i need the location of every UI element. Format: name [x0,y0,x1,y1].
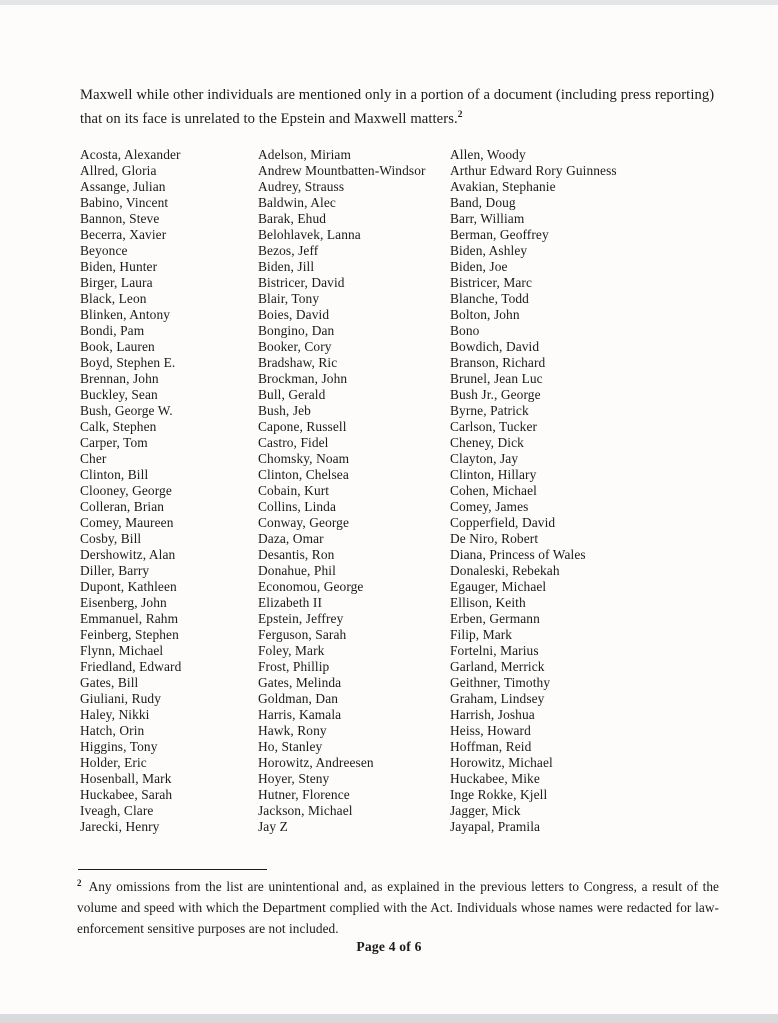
name-entry: Cobain, Kurt [258,483,330,498]
name-entry: Brunel, Jean Luc [450,371,543,386]
name-entry: Hawk, Rony [258,723,327,738]
name-entry: Geithner, Timothy [450,675,551,690]
name-entry: Brennan, John [80,371,159,386]
name-entry: Jackson, Michael [258,803,353,818]
name-entry: Comey, James [450,499,529,514]
name-entry: Inge Rokke, Kjell [450,787,548,802]
name-entry: Jay Z [258,819,288,834]
name-entry: Black, Leon [80,291,147,306]
name-entry: Frost, Phillip [258,659,330,674]
name-entry: Heiss, Howard [450,723,531,738]
intro-text: Maxwell while other individuals are mentioned only in a portion of a document (including press reporting) that on its face is unrelated to the Epstein and Maxwell matters. [80,87,715,127]
name-entry: Beyonce [80,243,128,258]
name-entry: Bradshaw, Ric [258,355,338,370]
name-entry: Hoffman, Reid [450,739,532,754]
name-entry: Dershowitz, Alan [80,547,176,562]
footnote-separator [78,869,267,870]
name-entry: Barr, William [450,211,525,226]
name-entry: Byrne, Patrick [450,403,529,418]
name-entry: Acosta, Alexander [80,147,181,162]
name-entry: Jagger, Mick [450,803,521,818]
name-entry: Assange, Julian [80,179,166,194]
name-entry: Hutner, Florence [258,787,350,802]
name-entry: Economou, George [258,579,364,594]
name-entry: Brockman, John [258,371,348,386]
name-entry: Ho, Stanley [258,739,323,754]
name-entry: Clayton, Jay [450,451,519,466]
name-entry: Berman, Geoffrey [450,227,549,242]
name-entry: Bolton, John [450,307,520,322]
name-entry: Fortelni, Marius [450,643,539,658]
name-entry: Biden, Ashley [450,243,528,258]
name-entry: Cher [80,451,107,466]
name-entry: Goldman, Dan [258,691,339,706]
name-entry: Biden, Jill [258,259,315,274]
name-entry: Clinton, Hillary [450,467,537,482]
name-entry: Epstein, Jeffrey [258,611,344,626]
name-entry: Ferguson, Sarah [258,627,347,642]
name-entry: Clinton, Bill [80,467,149,482]
name-entry: Bush Jr., George [450,387,541,402]
name-entry: Andrew Mountbatten-Windsor [258,163,426,178]
name-entry: Copperfield, David [450,515,556,530]
name-entry: Graham, Lindsey [450,691,545,706]
footnote-marker: 2 [77,877,82,888]
name-entry: Bull, Gerald [258,387,326,402]
name-entry: Filip, Mark [450,627,513,642]
name-entry: Bush, George W. [80,403,173,418]
name-entry: Biden, Hunter [80,259,158,274]
name-entry: Boies, David [258,307,330,322]
name-entry: Gates, Melinda [258,675,342,690]
name-column-2 [258,147,450,835]
name-entry: Ellison, Keith [450,595,526,610]
name-entry: Giuliani, Rudy [80,691,161,706]
name-entry: Allen, Woody [450,147,526,162]
name-entry: Blinken, Antony [80,307,171,322]
name-entry: Donaleski, Rebekah [450,563,560,578]
name-entry: Elizabeth II [258,595,323,610]
name-entry: Bowdich, David [450,339,540,354]
name-entry: Book, Lauren [80,339,155,354]
name-entry: Audrey, Strauss [258,179,345,194]
name-entry: Bistricer, Marc [450,275,533,290]
name-entry: Calk, Stephen [80,419,157,434]
name-entry: Blair, Tony [258,291,320,306]
name-entry: Bistricer, David [258,275,345,290]
name-entry: Carper, Tom [80,435,148,450]
page-number: Page 4 of 6 [356,939,422,954]
name-entry: Cohen, Michael [450,483,537,498]
name-entry: Desantis, Ron [258,547,335,562]
name-entry: Holder, Eric [80,755,147,770]
name-entry: Allred, Gloria [80,163,157,178]
name-entry: Huckabee, Sarah [80,787,173,802]
name-entry: Baldwin, Alec [258,195,336,210]
name-entry: Hoyer, Steny [258,771,330,786]
name-entry: Comey, Maureen [80,515,174,530]
footnote-text: Any omissions from the list are unintentional and, as explained in the previous letters to Congress, a result of the volume and speed with which the Department complied with the Act. Individuals whose names were redacted for law-enforcement sensitive purposes are not included. [77,879,719,936]
name-entry: Egauger, Michael [450,579,547,594]
name-entry: Avakian, Stephanie [450,179,556,194]
name-entry: Cosby, Bill [80,531,142,546]
name-entry: Barak, Ehud [258,211,327,226]
name-entry: De Niro, Robert [450,531,539,546]
name-entry: Gates, Bill [80,675,139,690]
name-entry: Hosenball, Mark [80,771,172,786]
name-entry: Bezos, Jeff [258,243,319,258]
name-entry: Erben, Germann [450,611,540,626]
name-entry: Branson, Richard [450,355,546,370]
name-entry: Belohlavek, Lanna [258,227,361,242]
name-entry: Diana, Princess of Wales [450,547,586,562]
name-entry: Bono [450,323,480,338]
name-entry: Cheney, Dick [450,435,524,450]
name-entry: Haley, Nikki [80,707,150,722]
name-entry: Harrish, Joshua [450,707,535,722]
name-entry: Babino, Vincent [80,195,169,210]
name-entry: Biden, Joe [450,259,508,274]
name-entry: Chomsky, Noam [258,451,350,466]
name-entry: Horowitz, Michael [450,755,553,770]
name-entry: Iveagh, Clare [80,803,154,818]
intro-footnote-marker: 2 [457,109,463,120]
name-entry: Diller, Barry [80,563,150,578]
name-entry: Horowitz, Andreesen [258,755,374,770]
intro-paragraph [80,84,730,131]
name-entry: Eisenberg, John [80,595,167,610]
name-entry: Boyd, Stephen E. [80,355,176,370]
name-entry: Harris, Kamala [258,707,342,722]
name-column-3 [450,147,690,835]
name-entry: Clooney, George [80,483,172,498]
name-entry: Bongino, Dan [258,323,335,338]
name-entry: Donahue, Phil [258,563,336,578]
name-entry: Friedland, Edward [80,659,182,674]
name-entry: Jarecki, Henry [80,819,160,834]
name-entry: Becerra, Xavier [80,227,167,242]
name-entry: Arthur Edward Rory Guinness [450,163,617,178]
footnote [77,877,719,940]
name-list-columns [80,147,690,835]
name-entry: Dupont, Kathleen [80,579,177,594]
name-column-1 [80,147,258,835]
name-entry: Booker, Cory [258,339,332,354]
name-entry: Capone, Russell [258,419,347,434]
name-entry: Feinberg, Stephen [80,627,179,642]
name-entry: Foley, Mark [258,643,325,658]
scan-edge-bottom [0,1014,778,1023]
name-entry: Clinton, Chelsea [258,467,349,482]
name-entry: Higgins, Tony [80,739,158,754]
name-entry: Buckley, Sean [80,387,158,402]
name-entry: Bannon, Steve [80,211,160,226]
name-entry: Jayapal, Pramila [450,819,541,834]
name-entry: Bush, Jeb [258,403,311,418]
name-entry: Collins, Linda [258,499,337,514]
name-entry: Conway, George [258,515,350,530]
name-entry: Adelson, Miriam [258,147,351,162]
name-entry: Daza, Omar [258,531,324,546]
name-entry: Emmanuel, Rahm [80,611,179,626]
name-entry: Band, Doug [450,195,516,210]
name-entry: Bondi, Pam [80,323,145,338]
name-entry: Garland, Merrick [450,659,545,674]
name-entry: Castro, Fidel [258,435,329,450]
name-entry: Flynn, Michael [80,643,164,658]
scan-edge-top [0,0,778,5]
name-entry: Carlson, Tucker [450,419,538,434]
name-entry: Colleran, Brian [80,499,165,514]
name-entry: Huckabee, Mike [450,771,540,786]
name-entry: Blanche, Todd [450,291,529,306]
name-entry: Hatch, Orin [80,723,145,738]
name-entry: Birger, Laura [80,275,153,290]
